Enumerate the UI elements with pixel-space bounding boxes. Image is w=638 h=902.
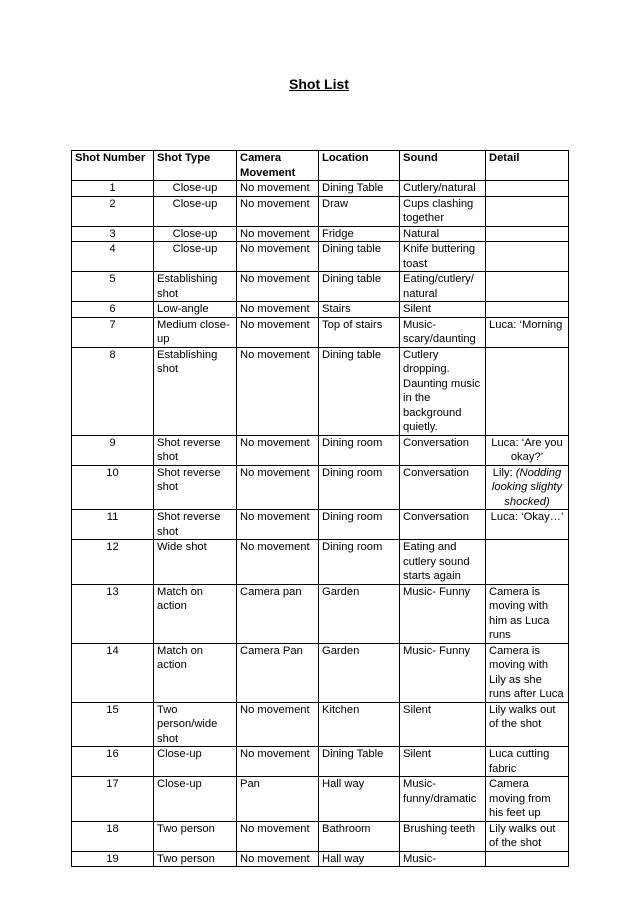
cell-shot-number: 1 <box>72 181 154 197</box>
cell-sound: Silent <box>400 302 486 318</box>
cell-location: Dining table <box>319 347 400 435</box>
cell-shot-type: Shot reverse shot <box>154 435 237 465</box>
cell-sound: Silent <box>400 702 486 747</box>
cell-detail <box>486 181 569 197</box>
header-shot-number: Shot Number <box>72 151 154 181</box>
cell-sound: Music- <box>400 851 486 867</box>
table-row <box>72 435 569 465</box>
cell-location: Dining Table <box>319 181 400 197</box>
cell-shot-type: Establishing shot <box>154 272 237 302</box>
cell-sound: Silent <box>400 747 486 777</box>
cell-detail <box>486 242 569 272</box>
cell-location: Hall way <box>319 851 400 867</box>
cell-camera-movement: No movement <box>237 317 319 347</box>
cell-camera-movement: No movement <box>237 510 319 540</box>
cell-shot-type: Wide shot <box>154 540 237 585</box>
table-row <box>72 272 569 302</box>
cell-shot-type: Match on action <box>154 643 237 702</box>
header-camera-movement: Camera Movement <box>237 151 319 181</box>
header-sound: Sound <box>400 151 486 181</box>
cell-shot-type: Medium close-up <box>154 317 237 347</box>
cell-shot-type: Two person <box>154 851 237 867</box>
cell-detail: Camera is moving with him as Luca runs <box>486 584 569 643</box>
table-row <box>72 347 569 435</box>
cell-shot-type: Low-angle <box>154 302 237 318</box>
page-title: Shot List <box>289 76 349 92</box>
table-row <box>72 181 569 197</box>
cell-sound: Music- Funny <box>400 643 486 702</box>
cell-shot-number: 15 <box>72 702 154 747</box>
cell-location: Hall way <box>319 777 400 822</box>
table-row <box>72 584 569 643</box>
cell-sound: Conversation <box>400 465 486 510</box>
cell-location: Dining table <box>319 242 400 272</box>
cell-location: Fridge <box>319 226 400 242</box>
cell-shot-type: Close-up <box>154 226 237 242</box>
table-row <box>72 510 569 540</box>
cell-camera-movement: No movement <box>237 302 319 318</box>
cell-camera-movement: No movement <box>237 435 319 465</box>
cell-location: Dining room <box>319 540 400 585</box>
table-row <box>72 317 569 347</box>
cell-shot-number: 11 <box>72 510 154 540</box>
cell-detail <box>486 851 569 867</box>
cell-location: Stairs <box>319 302 400 318</box>
cell-camera-movement: No movement <box>237 272 319 302</box>
cell-location: Dining Table <box>319 747 400 777</box>
header-location: Location <box>319 151 400 181</box>
cell-detail: Camera is moving with Lily as she runs after Luca <box>486 643 569 702</box>
cell-location: Dining table <box>319 272 400 302</box>
cell-shot-type: Two person/wide shot <box>154 702 237 747</box>
cell-shot-number: 7 <box>72 317 154 347</box>
cell-camera-movement: No movement <box>237 702 319 747</box>
cell-sound: Music- funny/dramatic <box>400 777 486 822</box>
cell-camera-movement: Camera Pan <box>237 643 319 702</box>
cell-location: Dining room <box>319 435 400 465</box>
cell-sound: Cups clashing together <box>400 196 486 226</box>
table-row <box>72 821 569 851</box>
cell-camera-movement: No movement <box>237 242 319 272</box>
cell-shot-number: 16 <box>72 747 154 777</box>
cell-sound: Eating and cutlery sound starts again <box>400 540 486 585</box>
table-row <box>72 226 569 242</box>
cell-detail: Camera moving from his feet up <box>486 777 569 822</box>
cell-detail <box>486 540 569 585</box>
cell-camera-movement: No movement <box>237 851 319 867</box>
cell-sound: Conversation <box>400 510 486 540</box>
cell-camera-movement: No movement <box>237 196 319 226</box>
cell-shot-number: 3 <box>72 226 154 242</box>
table-row <box>72 196 569 226</box>
cell-shot-number: 13 <box>72 584 154 643</box>
table-row <box>72 851 569 867</box>
cell-shot-number: 9 <box>72 435 154 465</box>
cell-shot-number: 18 <box>72 821 154 851</box>
cell-shot-type: Close-up <box>154 196 237 226</box>
cell-sound: Music- scary/daunting <box>400 317 486 347</box>
cell-sound: Eating/cutlery/ natural <box>400 272 486 302</box>
cell-shot-type: Close-up <box>154 747 237 777</box>
cell-location: Dining room <box>319 465 400 510</box>
detail-speaker: Lily: <box>492 466 516 479</box>
cell-camera-movement: No movement <box>237 465 319 510</box>
cell-detail: Lily walks out of the shot <box>486 702 569 747</box>
cell-shot-number: 5 <box>72 272 154 302</box>
cell-location: Kitchen <box>319 702 400 747</box>
cell-shot-type: Match on action <box>154 584 237 643</box>
cell-detail: Luca cutting fabric <box>486 747 569 777</box>
cell-camera-movement: No movement <box>237 226 319 242</box>
detail-direction: (Nodding looking slighty shocked) <box>491 466 563 508</box>
cell-shot-number: 4 <box>72 242 154 272</box>
cell-shot-number: 6 <box>72 302 154 318</box>
cell-detail <box>486 302 569 318</box>
cell-sound: Brushing teeth <box>400 821 486 851</box>
cell-detail: Luca: ‘Okay…’ <box>486 510 569 540</box>
cell-detail: Luca: ‘Are you okay?’ <box>486 435 569 465</box>
cell-sound: Cutlery/natural <box>400 181 486 197</box>
header-detail: Detail <box>486 151 569 181</box>
cell-sound: Conversation <box>400 435 486 465</box>
cell-shot-number: 14 <box>72 643 154 702</box>
table-row <box>72 702 569 747</box>
table-row <box>72 242 569 272</box>
cell-shot-type: Establishing shot <box>154 347 237 435</box>
cell-detail: Lily walks out of the shot <box>486 821 569 851</box>
cell-sound: Natural <box>400 226 486 242</box>
cell-shot-type: Close-up <box>154 181 237 197</box>
cell-shot-type: Close-up <box>154 242 237 272</box>
cell-detail <box>486 226 569 242</box>
cell-sound: Knife buttering toast <box>400 242 486 272</box>
cell-shot-type: Close-up <box>154 777 237 822</box>
cell-shot-type: Shot reverse shot <box>154 465 237 510</box>
table-row <box>72 777 569 822</box>
cell-shot-number: 17 <box>72 777 154 822</box>
cell-sound: Cutlery dropping. Daunting music in the background quietly. <box>400 347 486 435</box>
shot-list-table <box>71 150 569 867</box>
table-header-row <box>72 151 569 181</box>
cell-location: Garden <box>319 584 400 643</box>
cell-shot-type: Two person <box>154 821 237 851</box>
cell-camera-movement: No movement <box>237 821 319 851</box>
cell-shot-type: Shot reverse shot <box>154 510 237 540</box>
cell-location: Dining room <box>319 510 400 540</box>
cell-location: Top of stairs <box>319 317 400 347</box>
cell-location: Bathroom <box>319 821 400 851</box>
cell-detail <box>486 347 569 435</box>
cell-camera-movement: No movement <box>237 181 319 197</box>
cell-shot-number: 8 <box>72 347 154 435</box>
cell-shot-number: 12 <box>72 540 154 585</box>
table-row <box>72 747 569 777</box>
cell-camera-movement: Pan <box>237 777 319 822</box>
cell-detail <box>486 272 569 302</box>
cell-camera-movement: No movement <box>237 347 319 435</box>
cell-shot-number: 2 <box>72 196 154 226</box>
table-row <box>72 302 569 318</box>
cell-detail: Luca: ‘Morning <box>486 317 569 347</box>
cell-shot-number: 19 <box>72 851 154 867</box>
table-row <box>72 465 569 510</box>
table-row <box>72 540 569 585</box>
table-row <box>72 643 569 702</box>
cell-camera-movement: No movement <box>237 747 319 777</box>
cell-location: Garden <box>319 643 400 702</box>
cell-detail <box>486 465 569 510</box>
cell-detail <box>486 196 569 226</box>
cell-camera-movement: Camera pan <box>237 584 319 643</box>
cell-camera-movement: No movement <box>237 540 319 585</box>
cell-shot-number: 10 <box>72 465 154 510</box>
header-shot-type: Shot Type <box>154 151 237 181</box>
cell-sound: Music- Funny <box>400 584 486 643</box>
cell-location: Draw <box>319 196 400 226</box>
